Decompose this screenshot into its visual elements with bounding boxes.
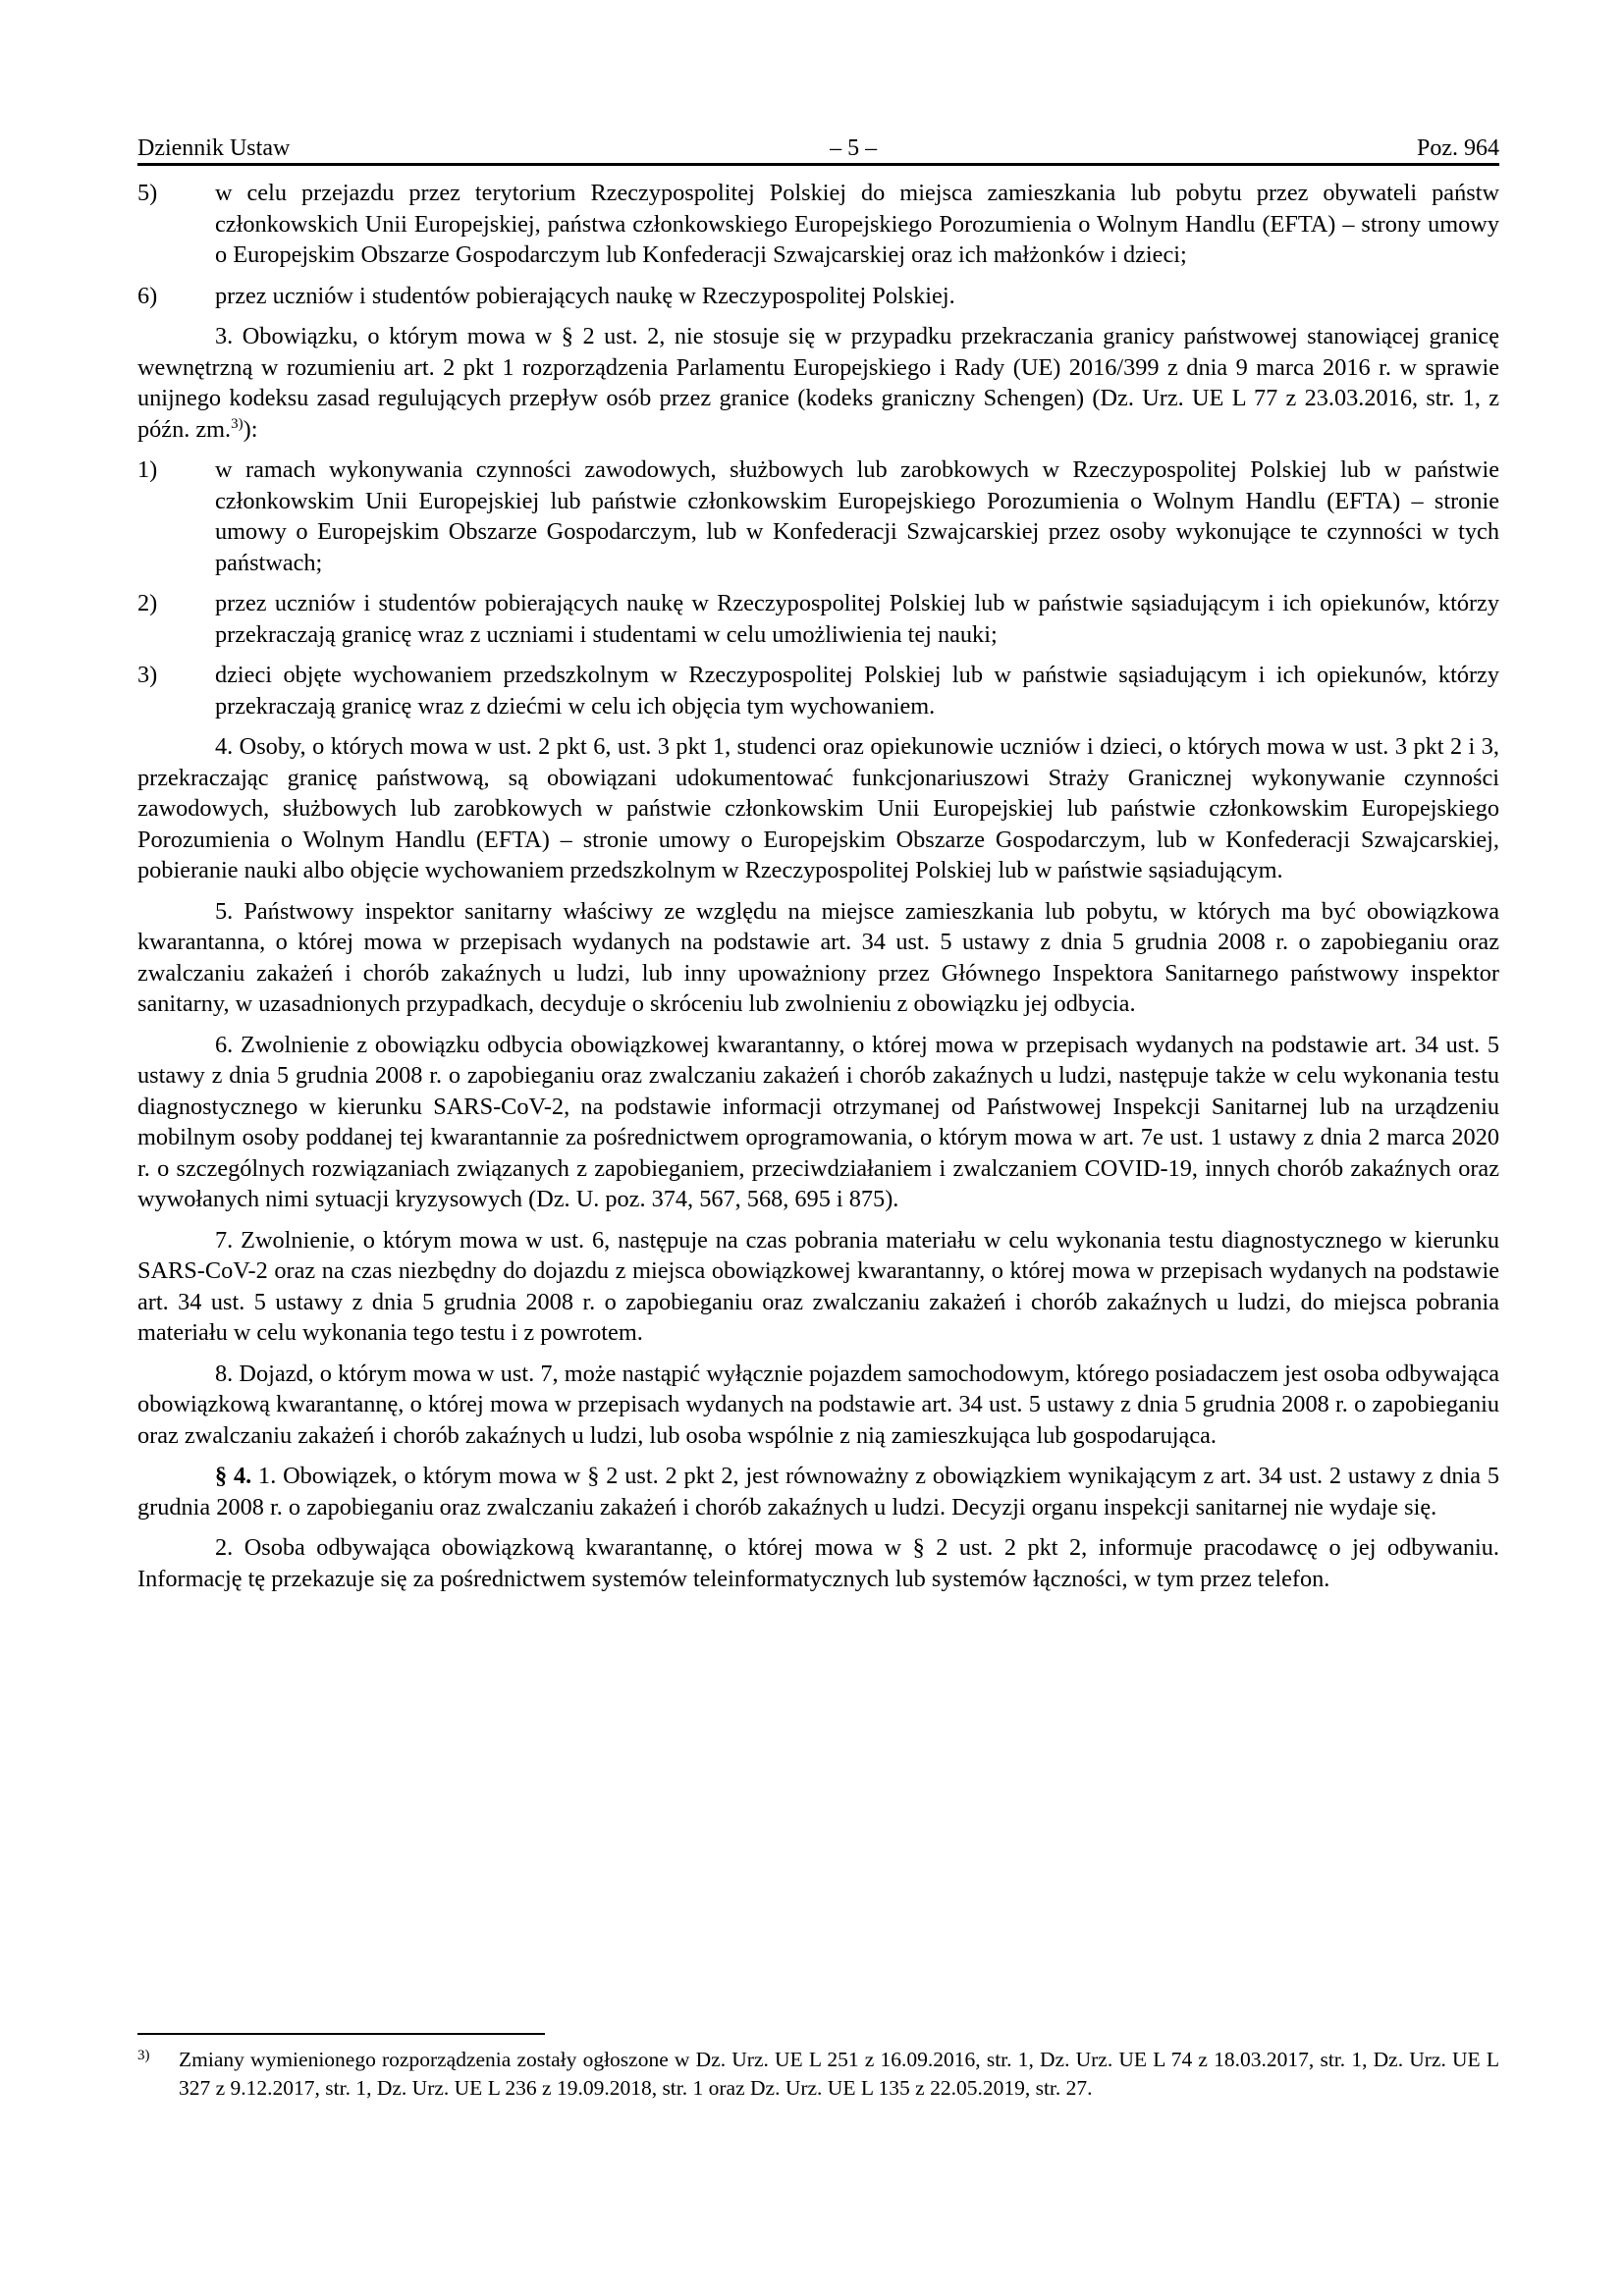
list-item-text: dzieci objęte wychowaniem przedszkolnym w Rzeczypospolitej Polskiej lub w państwie sąsiadującym i ich opiekunów, którzy przekraczają granicę wraz z dziećmi w celu ich objęcia tym wychowaniem.	[215, 662, 1499, 720]
page-number: – 5 –	[830, 135, 878, 161]
section-4-paragraph-1	[137, 1461, 1499, 1522]
position-number: Poz. 964	[1416, 135, 1499, 161]
footnote-separator	[137, 2033, 545, 2035]
paragraph-6: 6. Zwolnienie z obowiązku odbycia obowiązkowej kwarantanny, o której mowa w przepisach wydanych na podstawie art. 34 ust. 5 ustawy z dnia 5 grudnia 2008 r. o zapobieganiu oraz zwalczaniu zakażeń i chorób zakaźnych u ludzi, następuje także w celu wykonania testu diagnostycznego w kierunku SARS-CoV-2, na podstawie informacji otrzymanej od Państwowej Inspekcji Sanitarnej lub na urządzeniu mobilnym osoby poddanej tej kwarantannie za pośrednictwem oprogramowania, o którym mowa w art. 7e ust. 1 ustawy z dnia 2 marca 2020 r. o szczególnych rozwiązaniach związanych z zapobieganiem, przeciwdziałaniem i zwalczaniem COVID-19, innych chorób zakaźnych oraz wywołanych nimi sytuacji kryzysowych (Dz. U. poz. 374, 567, 568, 695 i 875).	[137, 1031, 1499, 1212]
list-item-text: przez uczniów i studentów pobierających naukę w Rzeczypospolitej Polskiej.	[215, 282, 955, 309]
footnote-text: Zmiany wymienionego rozporządzenia zostały ogłoszone w Dz. Urz. UE L 251 z 16.09.2016, str. 1, Dz. Urz. UE L 74 z 18.03.2017, str. 1, Dz. Urz. UE L 327 z 9.12.2017, str. 1, Dz. Urz. UE L 236 z 19.09.2018, str. 1 oraz Dz. Urz. UE L 135 z 22.05.2019, str. 27.	[179, 2048, 1499, 2100]
list-item-text: w celu przejazdu przez terytorium Rzeczypospolitej Polskiej do miejsca zamieszkania lub pobytu przez obywateli państw członkowskich Unii Europejskiej, państwa członkowskiego Europejskiego Porozumienia o Wolnym Handlu (EFTA) – strony umowy o Europejskim Obszarze Gospodarczym lub Konfederacji Szwajcarskiej oraz ich małżonków i dzieci;	[215, 180, 1499, 268]
list-item-number: 5)	[137, 180, 158, 206]
list-item-number: 2)	[137, 590, 158, 616]
footnote	[137, 2046, 1499, 2102]
list-item-number: 3)	[137, 662, 158, 688]
list-item	[137, 588, 1499, 650]
paragraph-7: 7. Zwolnienie, o którym mowa w ust. 6, następuje na czas pobrania materiału w celu wykonania testu diagnostycznego w kierunku SARS-CoV-2 oraz na czas niezbędny do dojazdu z miejsca obowiązkowej kwarantanny, o której mowa w przepisach wydanych na podstawie art. 34 ust. 5 ustawy z dnia 5 grudnia 2008 r. o zapobieganiu oraz zwalczaniu zakażeń i chorób zakaźnych u ludzi, do miejsca pobrania materiału w celu wykonania tego testu i z powrotem.	[137, 1226, 1499, 1346]
list-item-text: przez uczniów i studentów pobierających naukę w Rzeczypospolitej Polskiej lub w państwie sąsiadującym i ich opiekunów, którzy przekraczają granicę wraz z uczniami i studentami w celu umożliwienia tej nauki;	[215, 590, 1499, 648]
paragraph-3-tail: ):	[243, 415, 258, 443]
page-header	[137, 133, 1499, 166]
list-item-number: 1)	[137, 456, 158, 483]
journal-title: Dziennik Ustaw	[137, 135, 291, 161]
list-item-number: 6)	[137, 282, 158, 309]
section-mark: § 4.	[215, 1463, 252, 1489]
footnote-reference: 3)	[231, 415, 244, 432]
paragraph-3	[137, 321, 1499, 445]
document-body	[137, 178, 1499, 1594]
list-item	[137, 178, 1499, 271]
paragraph-5: 5. Państwowy inspektor sanitarny właściwy ze względu na miejsce zamieszkania lub pobytu, w których ma być obowiązkowa kwarantanna, o której mowa w przepisach wydanych na podstawie art. 34 ust. 5 ustawy z dnia 5 grudnia 2008 r. o zapobieganiu oraz zwalczaniu zakażeń i chorób zakaźnych u ludzi, lub inny upoważniony przez Głównego Inspektora Sanitarnego państwowy inspektor sanitarny, w uzasadnionych przypadkach, decyduje o skróceniu lub zwolnieniu z obowiązku jej odbycia.	[137, 897, 1499, 1017]
paragraph-3-text: 3. Obowiązku, o którym mowa w § 2 ust. 2, nie stosuje się w przypadku przekraczania granicy państwowej stanowiącej granicę wewnętrzną w rozumieniu art. 2 pkt 1 rozporządzenia Parlamentu Europejskiego i Rady (UE) 2016/399 z dnia 9 marca 2016 r. w sprawie unijnego kodeksu zasad regulujących przepływ osób przez granice (kodeks graniczny Schengen) (Dz. Urz. UE L 77 z 23.03.2016, str. 1, z późn. zm.	[137, 323, 1499, 443]
list-item	[137, 660, 1499, 721]
paragraph-4: 4. Osoby, o których mowa w ust. 2 pkt 6, ust. 3 pkt 1, studenci oraz opiekunowie uczniów i dzieci, o których mowa w ust. 3 pkt 2 i 3, przekraczając granicę państwową, są obowiązani udokumentować funkcjonariuszowi Straży Granicznej wykonywanie czynności zawodowych, służbowych lub zarobkowych w państwie członkowskim Unii Europejskiej lub państwie członkowskim Europejskiego Porozumienia o Wolnym Handlu (EFTA) – stronie umowy o Europejskim Obszarze Gospodarczym, lub w Konfederacji Szwajcarskiej, pobieranie nauki albo objęcie wychowaniem przedszkolnym w Rzeczypospolitej Polskiej lub w państwie sąsiadującym.	[137, 733, 1499, 883]
list-item	[137, 281, 1499, 312]
paragraph-8: 8. Dojazd, o którym mowa w ust. 7, może nastąpić wyłącznie pojazdem samochodowym, którego posiadaczem jest osoba odbywająca obowiązkową kwarantannę, o której mowa w przepisach wydanych na podstawie art. 34 ust. 5 ustawy z dnia 5 grudnia 2008 r. o zapobieganiu oraz zwalczaniu zakażeń i chorób zakaźnych u ludzi, lub osoba wspólnie z nią zamieszkująca lub gospodarująca.	[137, 1360, 1499, 1449]
list-item	[137, 454, 1499, 578]
document-page	[137, 133, 1499, 1604]
list-item-text: w ramach wykonywania czynności zawodowych, służbowych lub zarobkowych w Rzeczypospolitej Polskiej lub w państwie członkowskim Unii Europejskiej lub państwie członkowskim Europejskiego Porozumienia o Wolnym Handlu (EFTA) – stronie umowy o Europejskim Obszarze Gospodarczym, lub w Konfederacji Szwajcarskiej przez osoby wykonujące te czynności w tych państwach;	[215, 456, 1499, 576]
section-4-paragraph-1-text: 1. Obowiązek, o którym mowa w § 2 ust. 2 pkt 2, jest równoważny z obowiązkiem wynikającym z art. 34 ust. 2 ustawy z dnia 5 grudnia 2008 r. o zapobieganiu oraz zwalczaniu zakażeń i chorób zakaźnych u ludzi. Decyzji organu inspekcji sanitarnej nie wydaje się.	[137, 1463, 1500, 1521]
footnote-number: 3)	[137, 2048, 150, 2063]
section-4-paragraph-2: 2. Osoba odbywająca obowiązkową kwarantannę, o której mowa w § 2 ust. 2 pkt 2, informuje pracodawcę o jej odbywaniu. Informację tę przekazuje się za pośrednictwem systemów teleinformatycznych lub systemów łączności, w tym przez telefon.	[137, 1534, 1499, 1592]
